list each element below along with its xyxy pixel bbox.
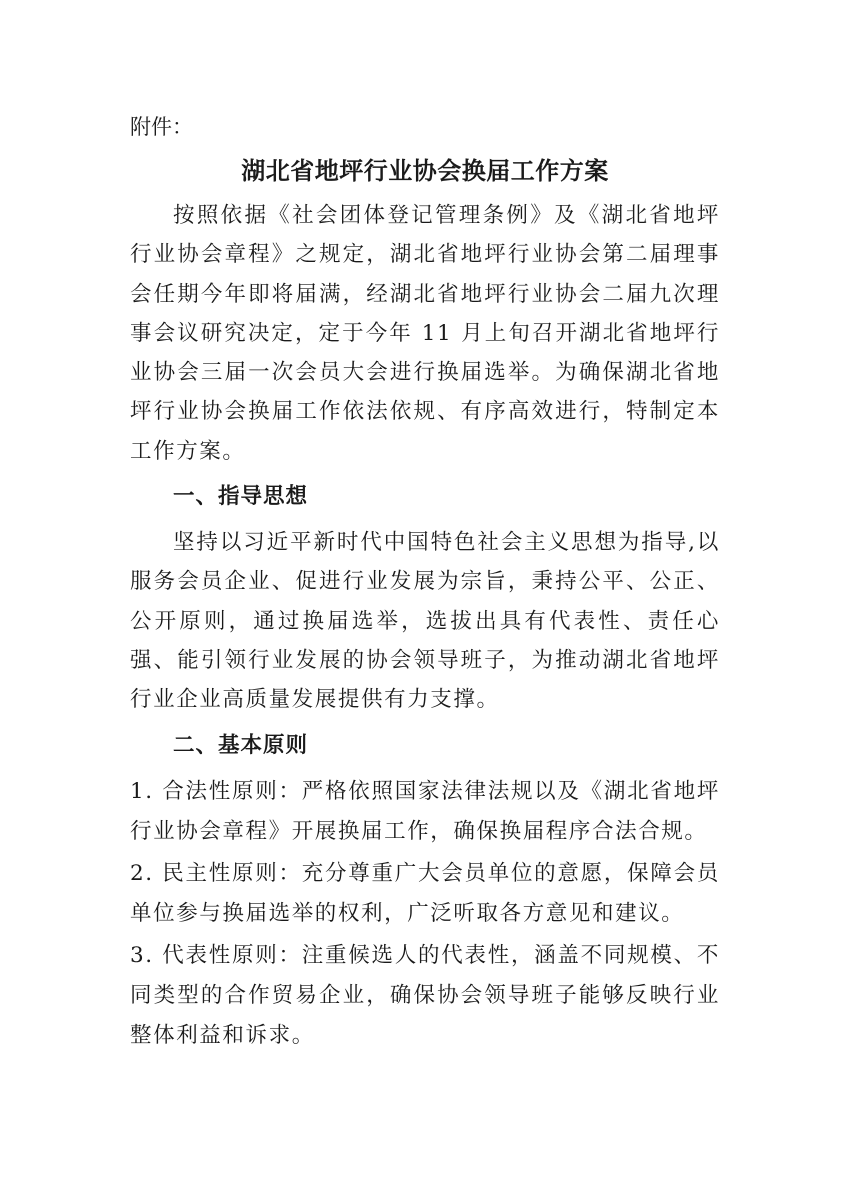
principle-item-democracy: 2. 民主性原则：充分尊重广大会员单位的意愿，保障会员单位参与换届选举的权利，广泛听取各方意见和建议。 [130, 860, 720, 926]
guiding-ideology-paragraph: 坚持以习近平新时代中国特色社会主义思想为指导,以服务会员企业、促进行业发展为宗旨，秉持公平、公正、公开原则，通过换届选举，选拔出具有代表性、责任心强、能引领行业发展的协会领导班子，为推动湖北省地坪行业企业高质量发展提供有力支撑。 [130, 530, 720, 713]
section-heading-guiding-ideology: 一、指导思想 [173, 484, 309, 510]
principle-item-representativeness: 3. 代表性原则：注重候选人的代表性，涵盖不同规模、不同类型的合作贸易企业，确保协会领导班子能够反映行业整体利益和诉求。 [130, 942, 720, 1048]
document-title: 湖北省地坪行业协会换届工作方案 [241, 157, 609, 185]
principle-item-legality: 1. 合法性原则：严格依照国家法律法规以及《湖北省地坪行业协会章程》开展换届工作，确保换届程序合法合规。 [130, 778, 720, 844]
attachment-label: 附件： [130, 115, 193, 139]
document-page [130, 108, 720, 1058]
intro-paragraph: 按照依据《社会团体登记管理条例》及《湖北省地坪行业协会章程》之规定，湖北省地坪行业协会第二届理事会任期今年即将届满，经湖北省地坪行业协会二届九次理事会议研究决定，定于今年 11 月上旬召开湖北省地坪行业协会三届一次会员大会进行换届选举。为确保湖北省地坪行业协会换届工作依法依规、有序高效进行，特制定本工作方案。 [130, 203, 720, 464]
section-heading-basic-principles: 二、基本原则 [173, 732, 309, 758]
